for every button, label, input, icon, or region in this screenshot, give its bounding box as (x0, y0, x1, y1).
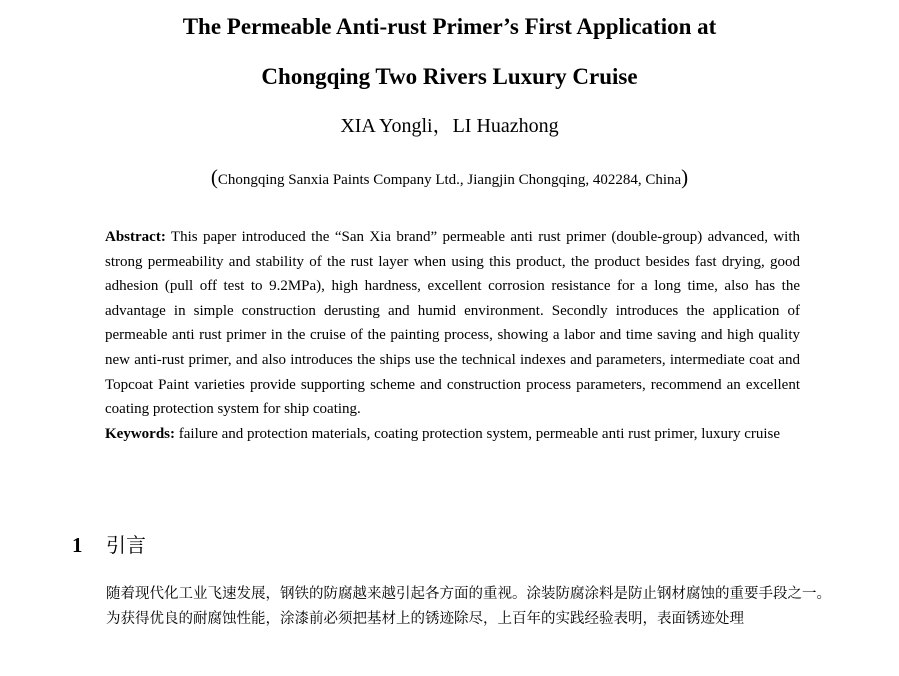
section-title: 引言 (106, 533, 146, 557)
keywords-label: Keywords: (105, 425, 175, 442)
section-heading (72, 530, 146, 560)
affiliation (0, 164, 899, 193)
abstract-text: This paper introduced the “San Xia brand” permeable anti rust primer (double-group) advanced, with strong permeability and stability of the rust layer when using this product, the product besides fast drying, good adhesion (pull off test to 9.2MPa), high hardness, excellent corrosion resistance for a long time, also has the advantage in simple construction derusting and humid environment. Secondly introduces the application of permeable anti rust primer in the cruise of the painting process, showing a labor and time saving and high quality new anti-rust primer, and also introduces the ships use the technical indexes and parameters, intermediate coat and Topcoat Paint varieties provide supporting scheme and construction process parameters, recommend an excellent coating protection system for ship coating. (105, 229, 800, 418)
section-body (72, 582, 834, 632)
affiliation-text: Chongqing Sanxia Paints Company Ltd., Jiangjin Chongqing, 402284, China (217, 172, 682, 188)
abstract-paragraph (105, 225, 800, 422)
body-paragraph-1: 随着现代化工业飞速发展，钢铁的防腐越来越引起各方面的重视。涂装防腐涂料是防止钢材腐蚀的重要手段之一。 (106, 586, 831, 602)
affiliation-open-paren: ( (210, 165, 218, 189)
keywords-text: failure and protection materials, coating protection system, permeable anti rust primer, luxury cruise (178, 425, 781, 442)
affiliation-close-paren: ) (681, 165, 689, 189)
authors: XIA Yongli，LI Huazhong (340, 115, 559, 137)
abstract-label: Abstract: (105, 229, 166, 245)
section-number: 1 (72, 533, 83, 557)
paper-title-line-1: The Permeable Anti-rust Primer’s First Application at (182, 14, 717, 39)
abstract-block (105, 225, 800, 446)
keywords-paragraph (105, 422, 800, 447)
paper-title-line-2: Chongqing Two Rivers Luxury Cruise (261, 64, 638, 89)
body-paragraph-2: 为获得优良的耐腐蚀性能，涂漆前必须把基材上的锈迹除尽，上百年的实践经验表明，表面锈迹处理 (106, 611, 744, 627)
